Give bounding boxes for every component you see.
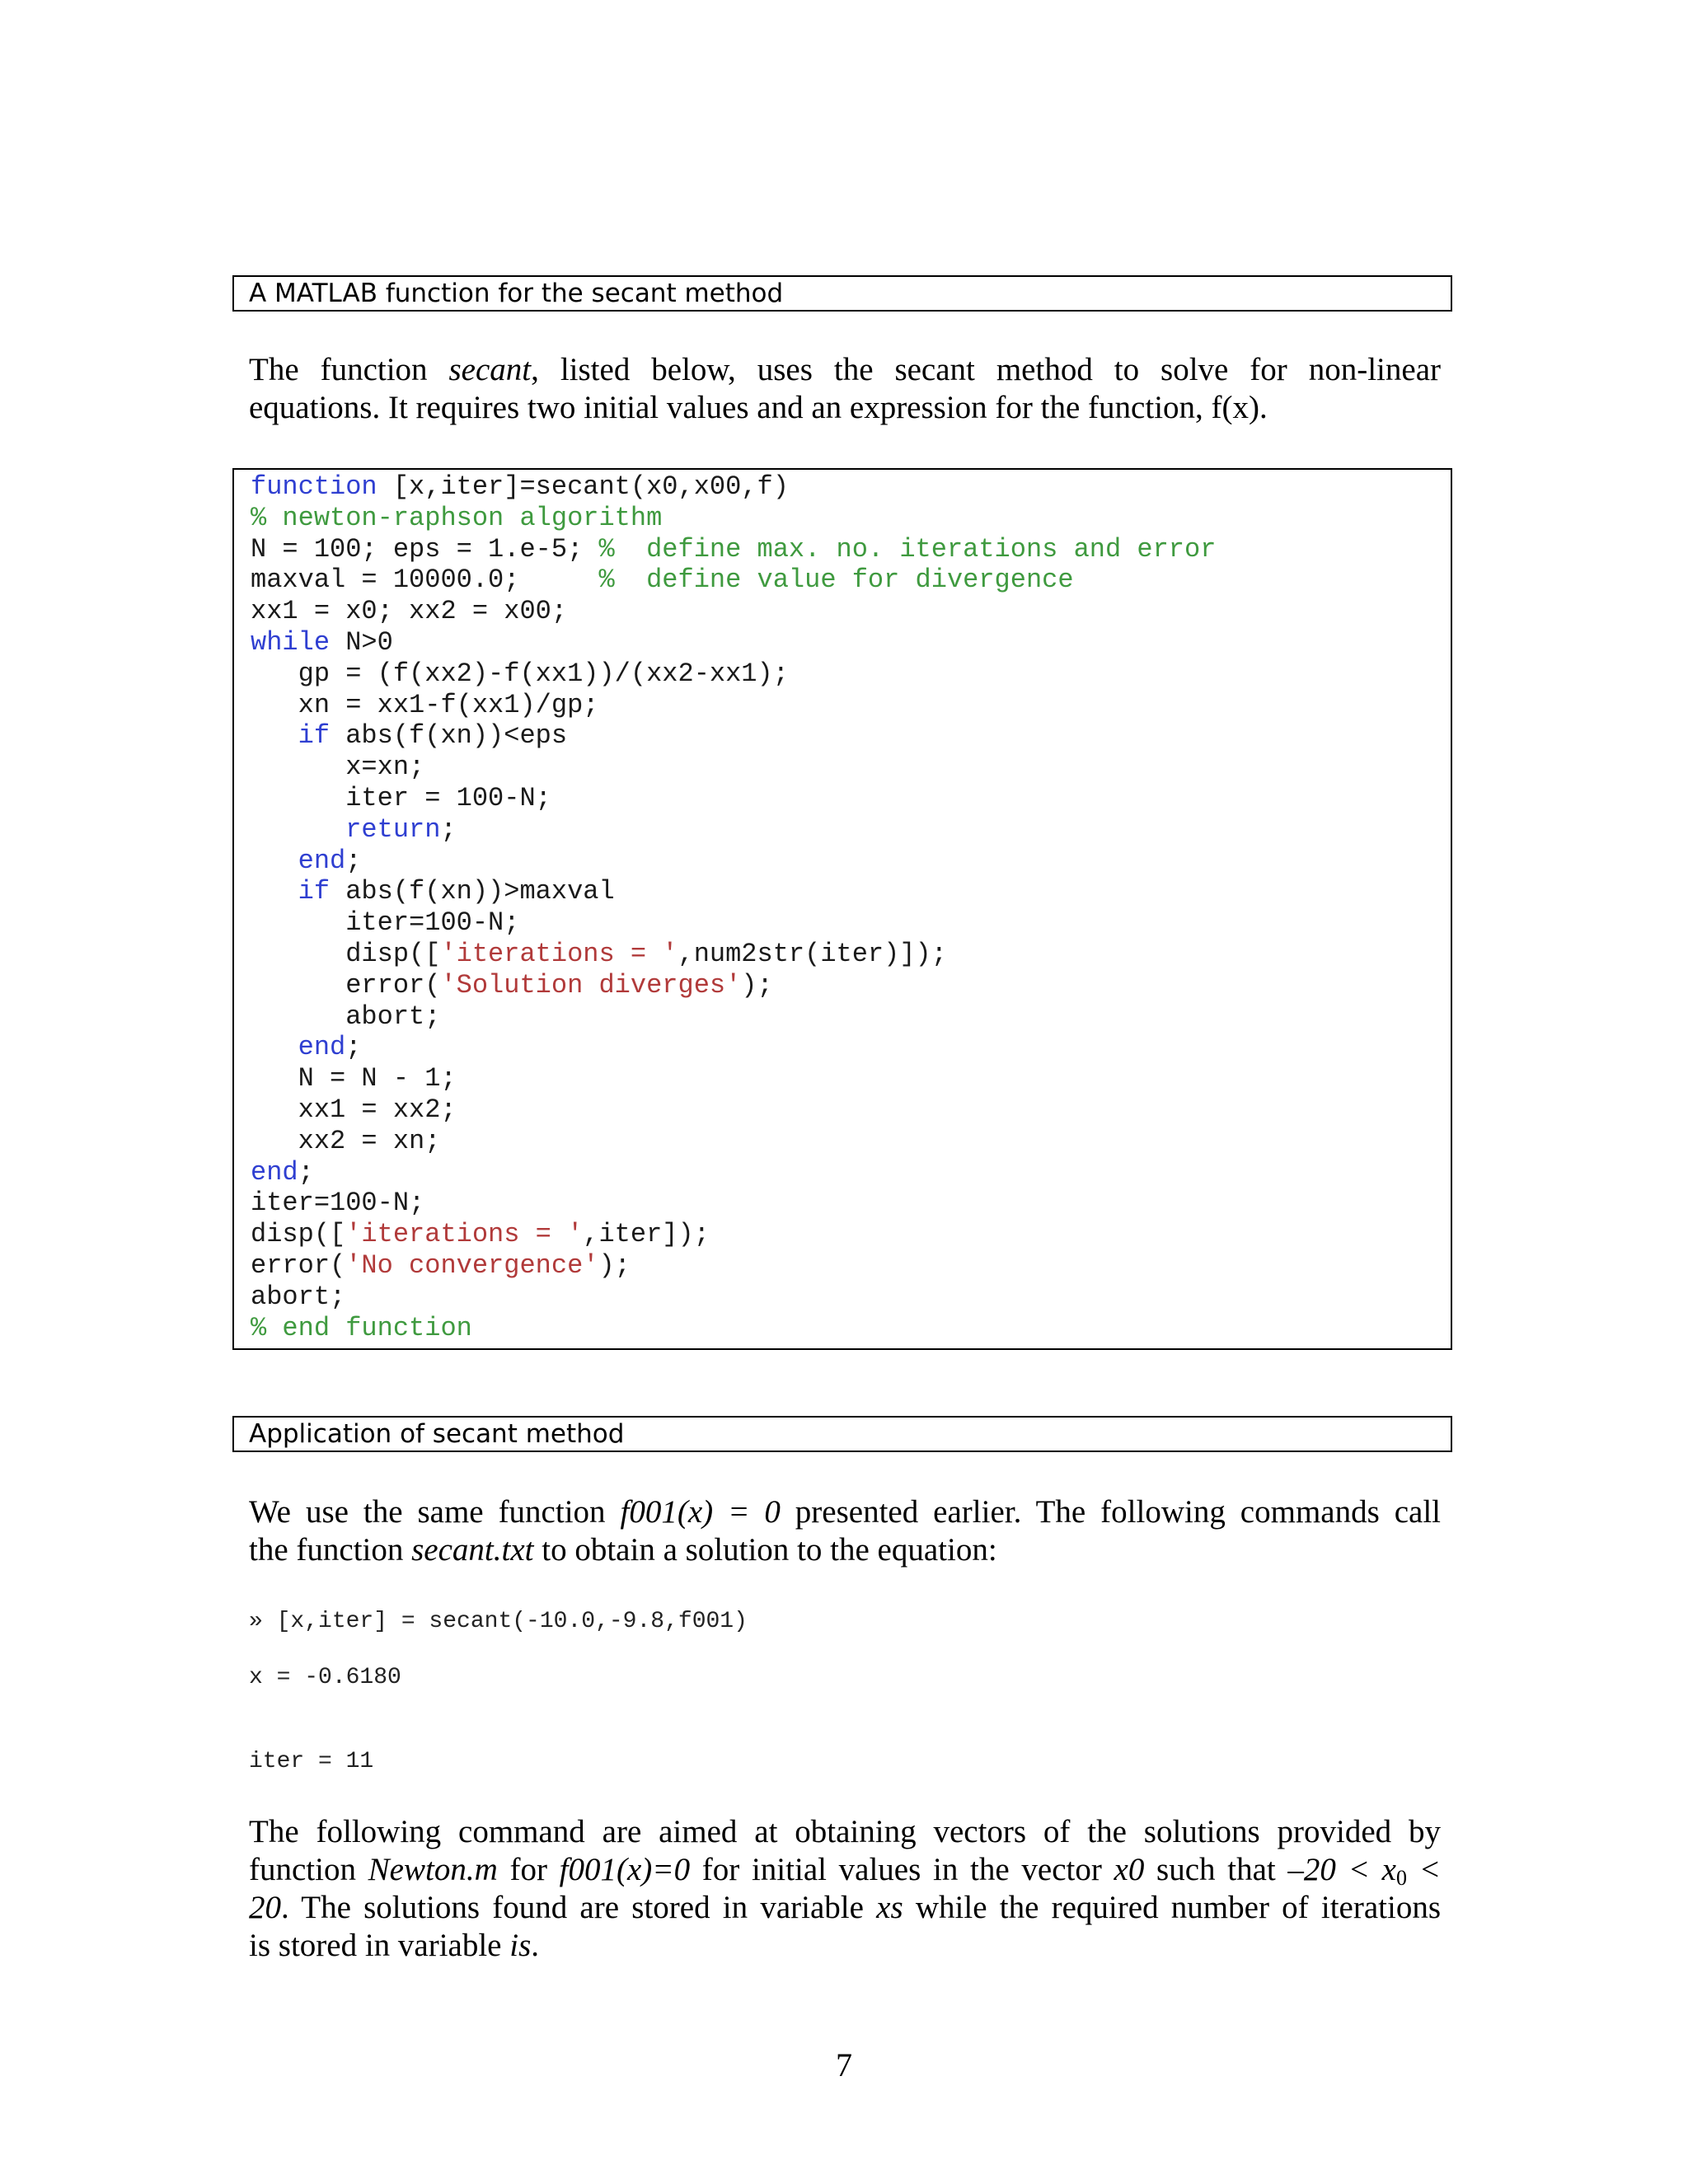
console-output-x: x = -0.6180: [249, 1665, 401, 1690]
code-token: ;: [345, 845, 362, 876]
code-token: gp = (f(xx2)-f(xx1))/(xx2-xx1);: [251, 658, 789, 689]
code-line: [251, 1094, 1451, 1126]
code-token: ,num2str(iter)]);: [678, 938, 947, 969]
code-token: [251, 814, 345, 845]
code-line: [251, 1313, 1451, 1344]
code-token: 'iterations = ': [345, 1219, 584, 1250]
page-number: 7: [836, 2046, 852, 2083]
code-lines: [251, 471, 1451, 1343]
code-token: 'Solution diverges': [440, 969, 742, 1001]
code-token: [251, 876, 298, 907]
application-paragraph: We use the same function f001(x) = 0 presented earlier. The following commands call the function secant.txt to obtain a solution to the equation:: [249, 1494, 1442, 1568]
code-token: N = N - 1;: [251, 1063, 457, 1094]
code-line: [251, 503, 1451, 534]
code-token: abort;: [251, 1001, 441, 1032]
code-token: % define value for divergence: [598, 565, 1074, 596]
intro-paragraph: The function secant, listed below, uses the secant method to solve for non-linear equations. It requires two initial values and an expression for the function, f(x).: [249, 352, 1441, 425]
code-token: [251, 720, 298, 751]
code-line: [251, 1250, 1451, 1282]
code-line: [251, 846, 1451, 877]
code-token: );: [741, 969, 773, 1001]
code-line: [251, 534, 1451, 565]
code-token: disp([: [251, 1219, 346, 1250]
code-token: % newton-raphson algorithm: [251, 502, 663, 533]
code-token: ,iter]);: [583, 1219, 710, 1250]
code-token: abs(f(xn))<eps: [330, 720, 568, 752]
code-line: [251, 939, 1451, 970]
code-token: 'iterations = ': [440, 938, 678, 969]
code-line: [251, 1188, 1451, 1219]
code-token: disp([: [251, 938, 441, 969]
code-line: [251, 1032, 1451, 1063]
code-token: ;: [345, 1032, 362, 1063]
code-token: abort;: [251, 1281, 346, 1312]
code-token: xx2 = xn;: [251, 1125, 441, 1156]
code-line: [251, 471, 1451, 503]
code-token: % end function: [251, 1312, 472, 1343]
code-token: return: [345, 813, 441, 845]
vector-solutions-paragraph: The following command are aimed at obtaining vectors of the solutions provided by function Newton.m for f001(x)=0 for initial values in the vector x0 such that $-20 < x_0$ < 20. The solutions found are stored in variable xs while the required number of iterations is stored in variable is.: [249, 1814, 1441, 1963]
code-token: xx1 = x0; xx2 = x00;: [251, 596, 568, 627]
code-token: while: [251, 626, 331, 658]
code-line: [251, 907, 1451, 939]
code-line: [251, 814, 1451, 846]
code-token: x=xn;: [251, 752, 425, 783]
code-line: [251, 720, 1451, 752]
code-line: [251, 876, 1451, 907]
code-line: [251, 1126, 1451, 1157]
code-token: maxval = 10000.0;: [251, 565, 599, 596]
code-token: end: [298, 845, 346, 876]
code-line: [251, 690, 1451, 721]
code-line: [251, 752, 1451, 783]
code-token: abs(f(xn))>maxval: [330, 876, 615, 907]
code-line: [251, 565, 1451, 596]
code-token: iter=100-N;: [251, 1188, 425, 1219]
code-line: [251, 1157, 1451, 1188]
code-token: error(: [251, 1249, 346, 1281]
code-token: 'No convergence': [345, 1249, 599, 1281]
code-token: iter = 100-N;: [251, 782, 551, 813]
code-line: [251, 1282, 1451, 1313]
section-title: Application of secant method: [249, 1419, 625, 1449]
code-token: end: [251, 1156, 298, 1188]
console-output-iter: iter = 11: [249, 1749, 374, 1774]
code-line: [251, 1063, 1451, 1094]
code-token: [251, 846, 298, 876]
code-token: xn = xx1-f(xx1)/gp;: [251, 689, 599, 720]
code-token: [x,iter]=secant(x0,x00,f): [377, 471, 789, 502]
code-token: ;: [440, 813, 457, 845]
code-listing: [232, 468, 1452, 1350]
code-token: N = 100; eps = 1.e-5;: [251, 533, 599, 565]
code-token: if: [298, 720, 331, 752]
code-token: error(: [251, 969, 441, 1001]
code-token: function: [251, 471, 377, 502]
section-header-application: [232, 1416, 1452, 1452]
code-line: [251, 596, 1451, 627]
code-token: if: [298, 876, 331, 907]
code-token: [251, 1032, 298, 1062]
code-line: [251, 1219, 1451, 1250]
code-token: ;: [298, 1156, 314, 1188]
code-token: iter=100-N;: [251, 907, 520, 939]
code-line: [251, 783, 1451, 814]
code-token: end: [298, 1032, 346, 1063]
section-title: A MATLAB function for the secant method: [249, 279, 784, 308]
code-token: );: [598, 1249, 631, 1281]
code-line: [251, 970, 1451, 1001]
console-command: » [x,iter] = secant(-10.0,-9.8,f001): [249, 1609, 748, 1634]
code-line: [251, 658, 1451, 690]
code-token: % define max. no. iterations and error: [598, 533, 1217, 565]
section-header-secant-function: [232, 275, 1452, 312]
code-line: [251, 627, 1451, 658]
code-token: xx1 = xx2;: [251, 1094, 457, 1125]
code-line: [251, 1001, 1451, 1033]
code-token: N>0: [330, 626, 393, 658]
